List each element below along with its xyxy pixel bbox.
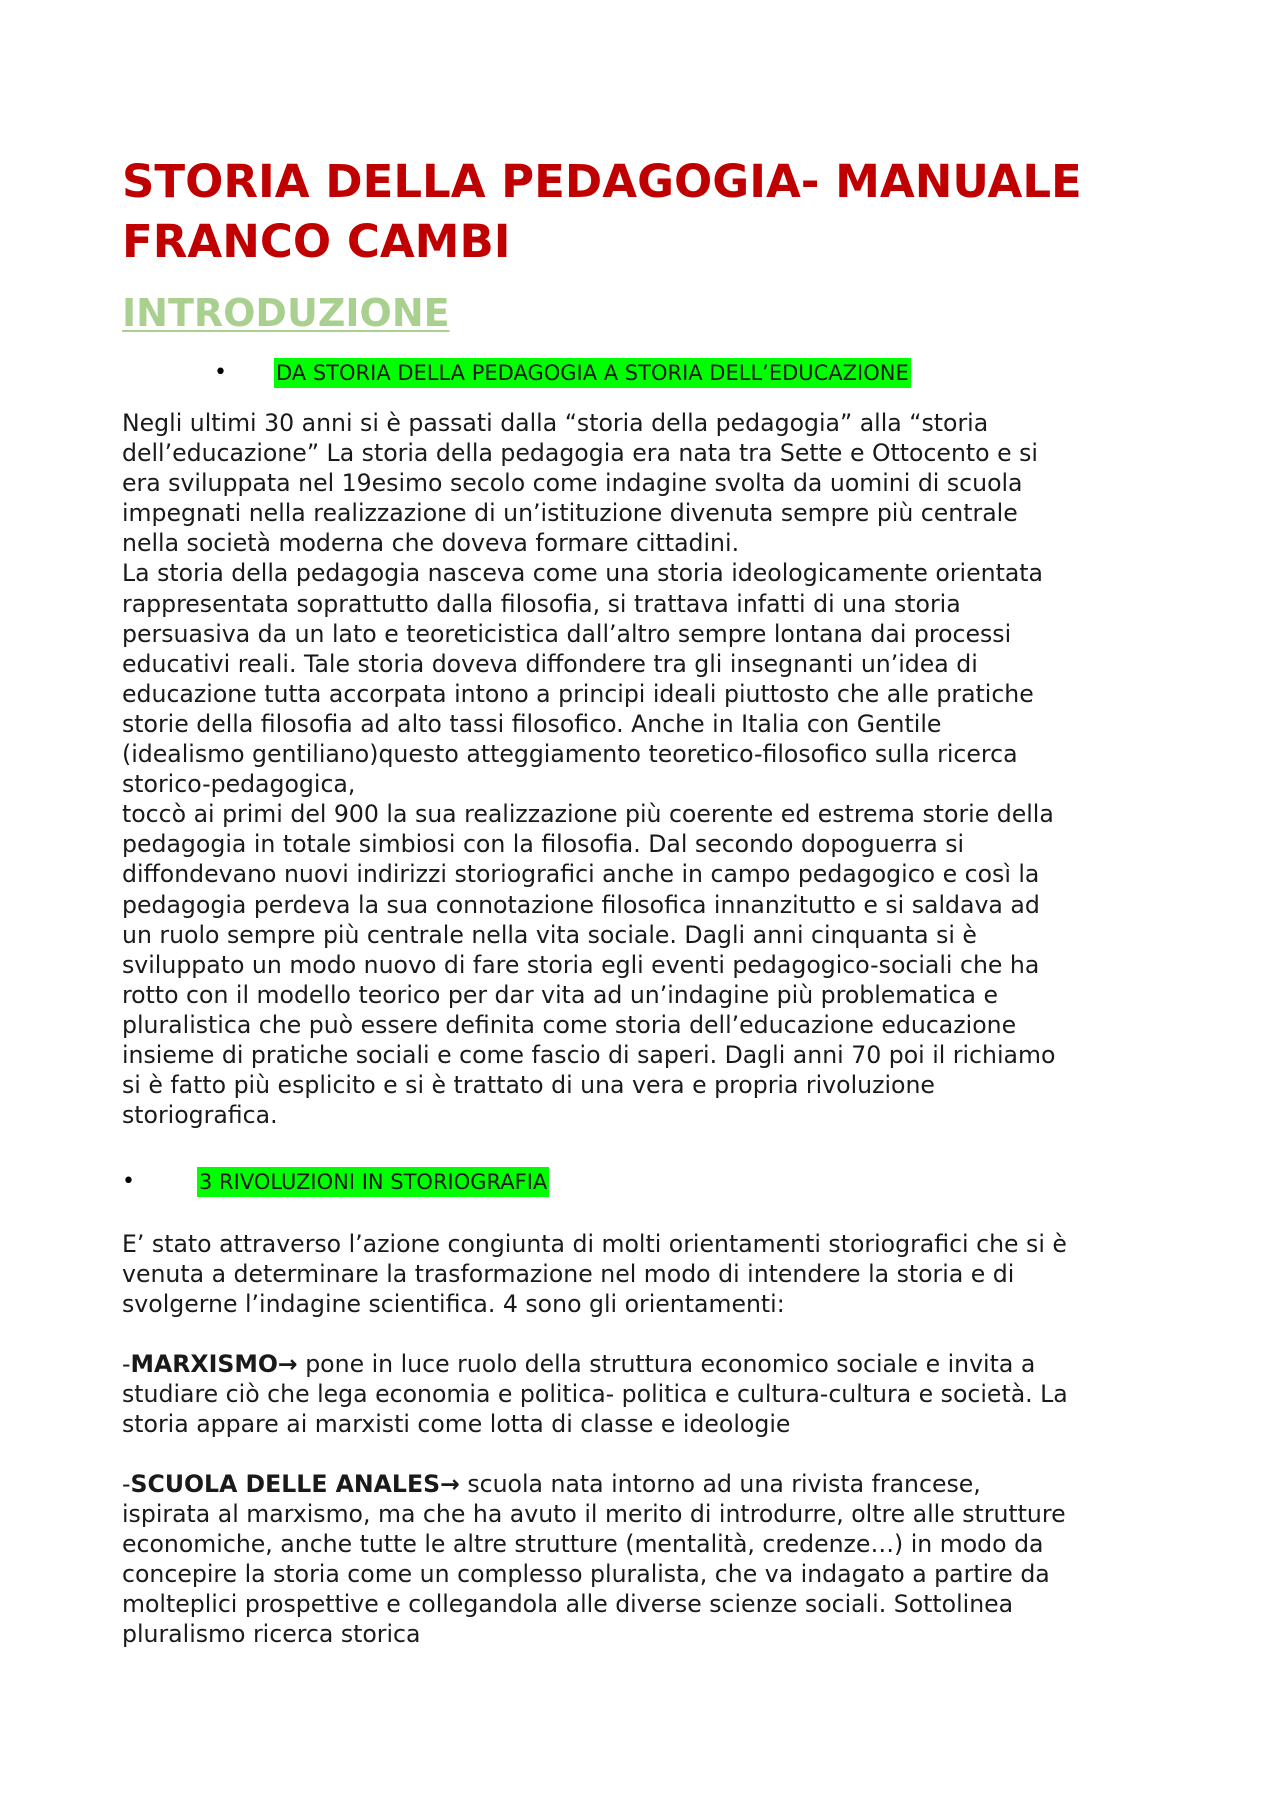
paragraph-orientations: E’ stato attraverso l’azione congiunta di molti orientamenti storiografici che si è venuta a determinare la trasformazione nel modo di intendere la storia e di svolgerne l’indagine scientifica. 4 sono gli orientamenti: bbox=[122, 1230, 1067, 1319]
paragraph-history-of-education: Negli ultimi 30 anni si è passati dalla “storia della pedagogia” alla “storia dell’educazione” La storia della pedagogia era nata tra Sette e Ottocento e si era sviluppata nel 19esimo secolo come indagine svolta da uomini di scuola impegnati nella realizzazione di un’istituzione divenuta sempre più centrale nella società moderna che doveva formare cittadini. La storia della pedagogia nasceva come una storia ideologicamente orientata rappresentata soprattutto dalla filosofia, si trattava infatti di una storia persuasiva da un lato e teoreticistica dall’altro sempre lontana dai processi educativi reali. Tale storia doveva diffondere tra gli insegnanti un’idea di educazione tutta accorpata intono a principi ideali piuttosto che alle pratiche storie della filosofia ad alto tassi filosofico. Anche in Italia con Gentile (idealismo gentiliano)questo atteggiamento teoretico-filosofico sulla ricerca storico-pedagogica, toccò ai primi del 900 la sua realizzazione più coerente ed estrema storie della pedagogia in totale simbiosi con la filosofia. Dal secondo dopoguerra si diffondevano nuovi indirizzi storiografici anche in campo pedagogico e così la pedagogia perdeva la sua connotazione filosofica innanzitutto e si saldava ad un ruolo sempre più centrale nella vita sociale. Dagli anni cinquanta si è sviluppato un modo nuovo di fare storia egli eventi pedagogico-sociali che ha rotto con il modello teorico per dar vita ad un’indagine più problematica e pluralistica che può essere definita come storia dell’educazione educazione insieme di pratiche sociali e come fascio di saperi. Dagli anni 70 poi il richiamo si è fatto più esplicito e si è trattato di una vera e propria rivoluzione storiografica. bbox=[122, 409, 1056, 1130]
document-title bbox=[122, 152, 1082, 272]
section-heading-introduzione: INTRODUZIONE bbox=[122, 291, 450, 335]
arrow-icon: → bbox=[277, 1350, 298, 1378]
highlighted-bullet-text: DA STORIA DELLA PEDAGOGIA A STORIA DELL’EDUCAZIONE bbox=[274, 358, 911, 388]
bullet-marker: • bbox=[122, 1169, 135, 1194]
paragraph-scuola-delle-anales: -SCUOLA DELLE ANALES→ scuola nata intorno ad una rivista francese, ispirata al marxismo, ma che ha avuto il merito di introdurre, oltre alle strutture economiche, anche tutte le altre strutture (mentalità, credenze…) in modo da concepire la storia come un complesso pluralista, che va indagato a partire da molteplici prospettive e collegandola alle diverse scienze sociali. Sottolinea pluralismo ricerca storica bbox=[122, 1470, 1066, 1649]
bullet-marker: • bbox=[214, 360, 227, 385]
term-scuola-delle-anales: SCUOLA DELLE ANALES bbox=[130, 1470, 441, 1498]
title-line-2: FRANCO CAMBI bbox=[122, 215, 511, 268]
term-marxismo: MARXISMO bbox=[130, 1350, 278, 1378]
highlighted-bullet-text: 3 RIVOLUZIONI IN STORIOGRAFIA bbox=[197, 1167, 549, 1197]
arrow-icon: → bbox=[440, 1470, 460, 1498]
paragraph-marxismo: -MARXISMO→ pone in luce ruolo della struttura economico sociale e invita a studiare ciò che lega economia e politica- politica e cultura-cultura e società. La storia appare ai marxisti come lotta di classe e ideologie bbox=[122, 1350, 1068, 1439]
title-line-1: STORIA DELLA PEDAGOGIA- MANUALE bbox=[122, 155, 1082, 208]
